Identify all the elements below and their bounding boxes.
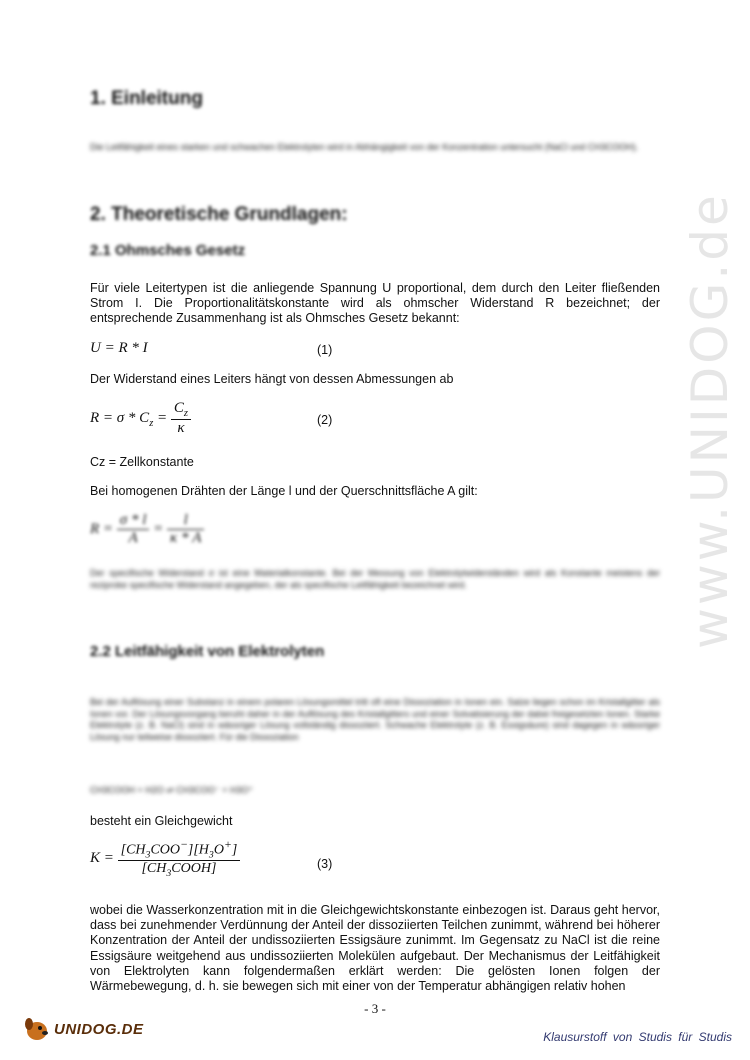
unidog-logo xyxy=(22,1016,144,1042)
dog-icon xyxy=(22,1016,50,1042)
paragraph-resistance: Der Widerstand eines Leiters hängt von dessen Abmessungen ab xyxy=(90,372,454,386)
section-intro-text: Die Leitfähigkeit eines starken und schwachen Elektrolyten wird in Abhängigkeit von der Konzentration untersucht (NaCl und CH3COOH). xyxy=(90,142,639,152)
paragraph-mechanism: wobei die Wasserkonzentration mit in die Gleichgewichtskonstante einbezogen ist. Daraus geht hervor, dass bei zunehmender Verdünnung der Anteil der dissoziierten Teilchen zunimmt, während bei höherer Konzentration der Anteil der undissoziierten Essigsäure zunimmt. Im Gegensatz zu NaCl ist die reine Essigsäure weitgehend aus undissoziierten Molekülen aufgebaut. Der Mechanismus der Leitfähigkeit von Elektrolyten kann folgendermaßen erklärt werden: Die gelösten Ionen folgen der Wärmebewegung, d. h. sie bewegen sich mit einer von der Temperatur abhängigen relativ hohen xyxy=(90,903,660,994)
equation-ohm: U = R * I xyxy=(90,340,148,356)
paragraph-dissociation: Bei der Auflösung einer Substanz in einem polaren Lösungsmittel tritt oft eine Dissoziation in Ionen ein. Salze liegen schon im Kristallgitter als Ionen vor. Der Lösungsvorgang beruht daher in der Auflösung des Kristallgitters und einer Solvatisierung der dabei freigesetzten Ionen. Starke Elektrolyte (z. B. NaCl) sind in wässriger Lösung vollständig dissoziiert. Schwache Elektrolyte (z. B. Essigsäure) sind dagegen in wässriger Lösung nur teilweise dissoziiert. Für die Dissoziation xyxy=(90,697,660,742)
subsection-title-electrolytes: 2.2 Leitfähigkeit von Elektrolyten xyxy=(90,643,325,660)
equation-number-2: (2) xyxy=(317,413,333,427)
equation-number-1: (1) xyxy=(317,343,333,357)
subsection-title-ohm: 2.1 Ohmsches Gesetz xyxy=(90,242,246,259)
section-title-grundlagen: 2. Theoretische Grundlagen: xyxy=(90,204,348,225)
footer-slogan: Klausurstoff von Studis für Studis xyxy=(543,1030,732,1044)
watermark: www.UNIDOG.de xyxy=(681,192,739,649)
equation-equilibrium-constant: K = $\frac{[CH_3COO^-][H_3O^+]}{[CH_3COOH]}$ xyxy=(90,838,240,879)
paragraph-specific-resistance: Der specifische Widerstand σ ist eine Materialkonstante. Bei der Messung von Elektrolytwiderständen wird als Konstante meistens der reziproke specifische Widerstand angegeben, der als specifische Leitfähigkeit bezeichnet wird. xyxy=(90,568,660,590)
section-title-einleitung: 1. Einleitung xyxy=(90,88,203,109)
cell-constant-definition: Cz = Zellkonstante xyxy=(90,455,194,469)
page-number: - 3 - xyxy=(364,1001,386,1016)
logo-text: UNIDOG.DE xyxy=(54,1020,144,1038)
equation-wire: R = $\frac{\sigma * l}{A}$ = $\frac{l}{\kappa * A}$ xyxy=(90,512,204,547)
equation-number-3: (3) xyxy=(317,857,333,871)
reaction-equation: CH3COOH + H2O ⇌ CH3COO⁻ + H3O⁺ xyxy=(90,785,254,795)
paragraph-ohm: Für viele Leitertypen ist die anliegende Spannung U proportional, dem durch den Leiter fließenden Strom I. Die Proportionalitätskonstante wird als ohmscher Widerstand R bezeichnet; der entsprechende Zusammenhang ist als Ohmsches Gesetz bekannt: xyxy=(90,281,660,326)
equation-resistance: $R = \sigma * C_z$ = $\frac{C_z}{\kappa}$ xyxy=(90,400,191,437)
paragraph-equilibrium: besteht ein Gleichgewicht xyxy=(90,814,233,828)
paragraph-wire: Bei homogenen Drähten der Länge l und der Querschnittsfläche A gilt: xyxy=(90,484,478,498)
